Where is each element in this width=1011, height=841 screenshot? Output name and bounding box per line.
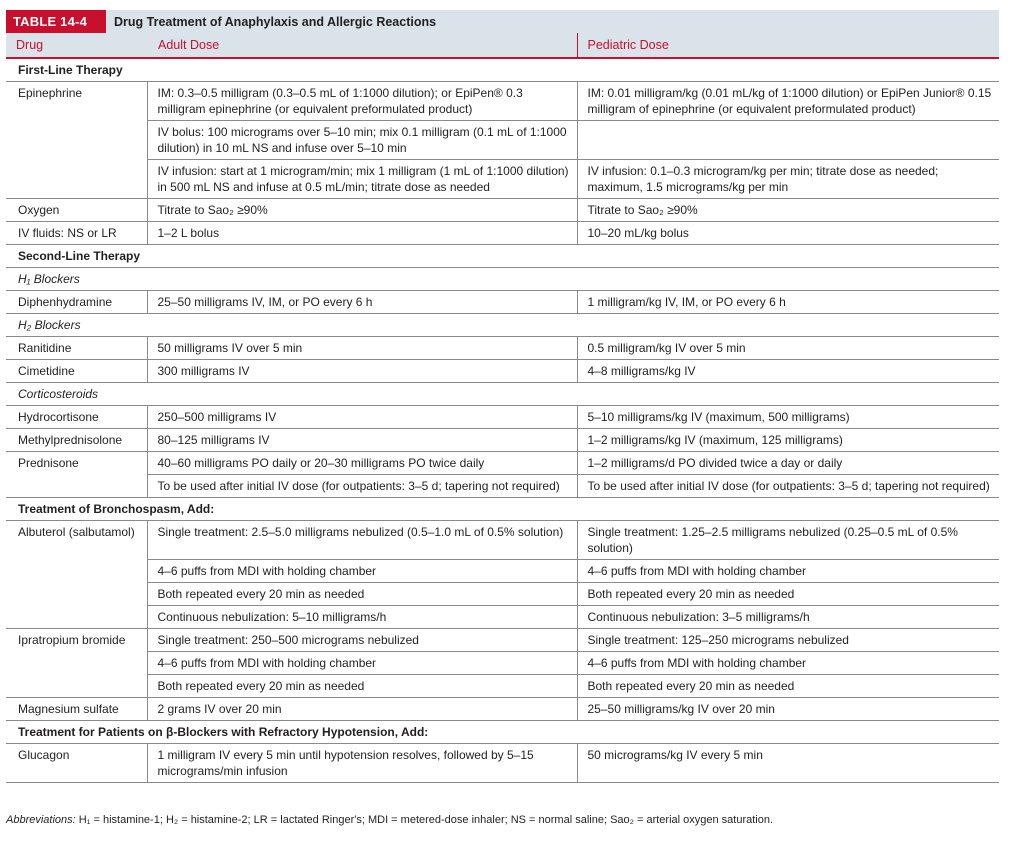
table-row-continued: [6, 475, 999, 498]
drug-name: Albuterol (salbutamol): [6, 521, 147, 629]
table-row: [6, 452, 999, 475]
pediatric-dose: 4–8 milligrams/kg IV: [577, 360, 999, 383]
drug-name: Oxygen: [6, 199, 147, 222]
table-row: [6, 360, 999, 383]
pediatric-dose: 1–2 milligrams/d PO divided twice a day or daily: [577, 452, 999, 475]
table-body: [6, 58, 999, 783]
pediatric-dose: 1–2 milligrams/kg IV (maximum, 125 milligrams): [577, 429, 999, 452]
drug-name: Cimetidine: [6, 360, 147, 383]
table-row: [6, 222, 999, 245]
header-drug: Drug: [6, 33, 147, 58]
pediatric-dose: 0.5 milligram/kg IV over 5 min: [577, 337, 999, 360]
subsection-row: [6, 383, 999, 406]
adult-dose: IV infusion: start at 1 microgram/min; mix 1 milligram (1 mL of 1:1000 dilution) in 500 mL NS and infuse at 0.5 mL/min; titrate dose as needed: [147, 160, 577, 199]
table-row-continued: [6, 583, 999, 606]
adult-dose: 50 milligrams IV over 5 min: [147, 337, 577, 360]
drug-name: Magnesium sulfate: [6, 698, 147, 721]
table-row: [6, 521, 999, 560]
adult-dose: IM: 0.3–0.5 milligram (0.3–0.5 mL of 1:1000 dilution); or EpiPen® 0.3 milligram epinephrine (or equivalent preformulated product): [147, 82, 577, 121]
table-row: [6, 698, 999, 721]
adult-dose: Titrate to Sao₂ ≥90%: [147, 199, 577, 222]
drug-name: IV fluids: NS or LR: [6, 222, 147, 245]
pediatric-dose: 5–10 milligrams/kg IV (maximum, 500 milligrams): [577, 406, 999, 429]
header-pediatric-dose: Pediatric Dose: [577, 33, 999, 58]
adult-dose: Both repeated every 20 min as needed: [147, 583, 577, 606]
table-row: [6, 82, 999, 121]
drug-name: Prednisone: [6, 452, 147, 498]
adult-dose: 1–2 L bolus: [147, 222, 577, 245]
table-number: TABLE 14-4: [6, 10, 106, 33]
pediatric-dose: 4–6 puffs from MDI with holding chamber: [577, 560, 999, 583]
table-row-continued: [6, 652, 999, 675]
table-row-continued: [6, 160, 999, 199]
header-adult-dose: Adult Dose: [147, 33, 577, 58]
pediatric-dose: 25–50 milligrams/kg IV over 20 min: [577, 698, 999, 721]
pediatric-dose: 1 milligram/kg IV, IM, or PO every 6 h: [577, 291, 999, 314]
pediatric-dose: [577, 121, 999, 160]
drug-name: Glucagon: [6, 744, 147, 783]
adult-dose: 4–6 puffs from MDI with holding chamber: [147, 560, 577, 583]
pediatric-dose: To be used after initial IV dose (for outpatients: 3–5 d; tapering not required): [577, 475, 999, 498]
table-row: [6, 291, 999, 314]
table-row: [6, 744, 999, 783]
pediatric-dose: 50 micrograms/kg IV every 5 min: [577, 744, 999, 783]
adult-dose: 25–50 milligrams IV, IM, or PO every 6 h: [147, 291, 577, 314]
pediatric-dose: 10–20 mL/kg bolus: [577, 222, 999, 245]
section-row: [6, 245, 999, 268]
table-row-continued: [6, 560, 999, 583]
drug-name: Ipratropium bromide: [6, 629, 147, 698]
footnote-label: Abbreviations:: [6, 814, 76, 826]
pediatric-dose: Both repeated every 20 min as needed: [577, 675, 999, 698]
pediatric-dose: Both repeated every 20 min as needed: [577, 583, 999, 606]
adult-dose: 250–500 milligrams IV: [147, 406, 577, 429]
table-row: [6, 199, 999, 222]
drug-name: Hydrocortisone: [6, 406, 147, 429]
pediatric-dose: Continuous nebulization: 3–5 milligrams/h: [577, 606, 999, 629]
section-heading: Treatment for Patients on β-Blockers with Refractory Hypotension, Add:: [6, 721, 999, 744]
table-container: [6, 10, 999, 783]
subsection-heading: H₁ Blockers: [6, 268, 999, 291]
header-row: [6, 33, 999, 58]
adult-dose: 4–6 puffs from MDI with holding chamber: [147, 652, 577, 675]
pediatric-dose: Single treatment: 125–250 micrograms nebulized: [577, 629, 999, 652]
table-row-continued: [6, 606, 999, 629]
section-heading: Treatment of Bronchospasm, Add:: [6, 498, 999, 521]
adult-dose: Single treatment: 2.5–5.0 milligrams nebulized (0.5–1.0 mL of 0.5% solution): [147, 521, 577, 560]
section-row: [6, 721, 999, 744]
adult-dose: To be used after initial IV dose (for outpatients: 3–5 d; tapering not required): [147, 475, 577, 498]
drug-table: [6, 33, 999, 783]
drug-name: Methylprednisolone: [6, 429, 147, 452]
section-heading: First-Line Therapy: [6, 58, 999, 82]
drug-name: Epinephrine: [6, 82, 147, 199]
pediatric-dose: IM: 0.01 milligram/kg (0.01 mL/kg of 1:1000 dilution) or EpiPen Junior® 0.15 milligram of epinephrine (or equivalent preformulated product): [577, 82, 999, 121]
subsection-heading: H₂ Blockers: [6, 314, 999, 337]
table-row-continued: [6, 675, 999, 698]
table-title-bar: [6, 10, 999, 33]
table-row: [6, 629, 999, 652]
pediatric-dose: Titrate to Sao₂ ≥90%: [577, 199, 999, 222]
table-row: [6, 429, 999, 452]
table-row: [6, 406, 999, 429]
section-row: [6, 498, 999, 521]
adult-dose: Continuous nebulization: 5–10 milligrams/h: [147, 606, 577, 629]
drug-name: Ranitidine: [6, 337, 147, 360]
subsection-row: [6, 268, 999, 291]
adult-dose: 40–60 milligrams PO daily or 20–30 milligrams PO twice daily: [147, 452, 577, 475]
table-row: [6, 337, 999, 360]
table-row-continued: [6, 121, 999, 160]
table-title: Drug Treatment of Anaphylaxis and Allergic Reactions: [114, 14, 437, 29]
adult-dose: 80–125 milligrams IV: [147, 429, 577, 452]
pediatric-dose: IV infusion: 0.1–0.3 microgram/kg per min; titrate dose as needed; maximum, 1.5 micrograms/kg per min: [577, 160, 999, 199]
section-row: [6, 58, 999, 82]
adult-dose: 300 milligrams IV: [147, 360, 577, 383]
subsection-row: [6, 314, 999, 337]
drug-name: Diphenhydramine: [6, 291, 147, 314]
footnote: [6, 814, 773, 826]
footnote-text: H₁ = histamine-1; H₂ = histamine-2; LR = lactated Ringer's; MDI = metered-dose inhaler; NS = normal saline; Sao₂ = arterial oxygen saturation.: [78, 814, 774, 826]
adult-dose: 1 milligram IV every 5 min until hypotension resolves, followed by 5–15 micrograms/min infusion: [147, 744, 577, 783]
adult-dose: 2 grams IV over 20 min: [147, 698, 577, 721]
pediatric-dose: Single treatment: 1.25–2.5 milligrams nebulized (0.25–0.5 mL of 0.5% solution): [577, 521, 999, 560]
subsection-heading: Corticosteroids: [6, 383, 999, 406]
pediatric-dose: 4–6 puffs from MDI with holding chamber: [577, 652, 999, 675]
adult-dose: IV bolus: 100 micrograms over 5–10 min; mix 0.1 milligram (0.1 mL of 1:1000 dilution) in 10 mL NS and infuse over 5–10 min: [147, 121, 577, 160]
section-heading: Second-Line Therapy: [6, 245, 999, 268]
adult-dose: Both repeated every 20 min as needed: [147, 675, 577, 698]
adult-dose: Single treatment: 250–500 micrograms nebulized: [147, 629, 577, 652]
